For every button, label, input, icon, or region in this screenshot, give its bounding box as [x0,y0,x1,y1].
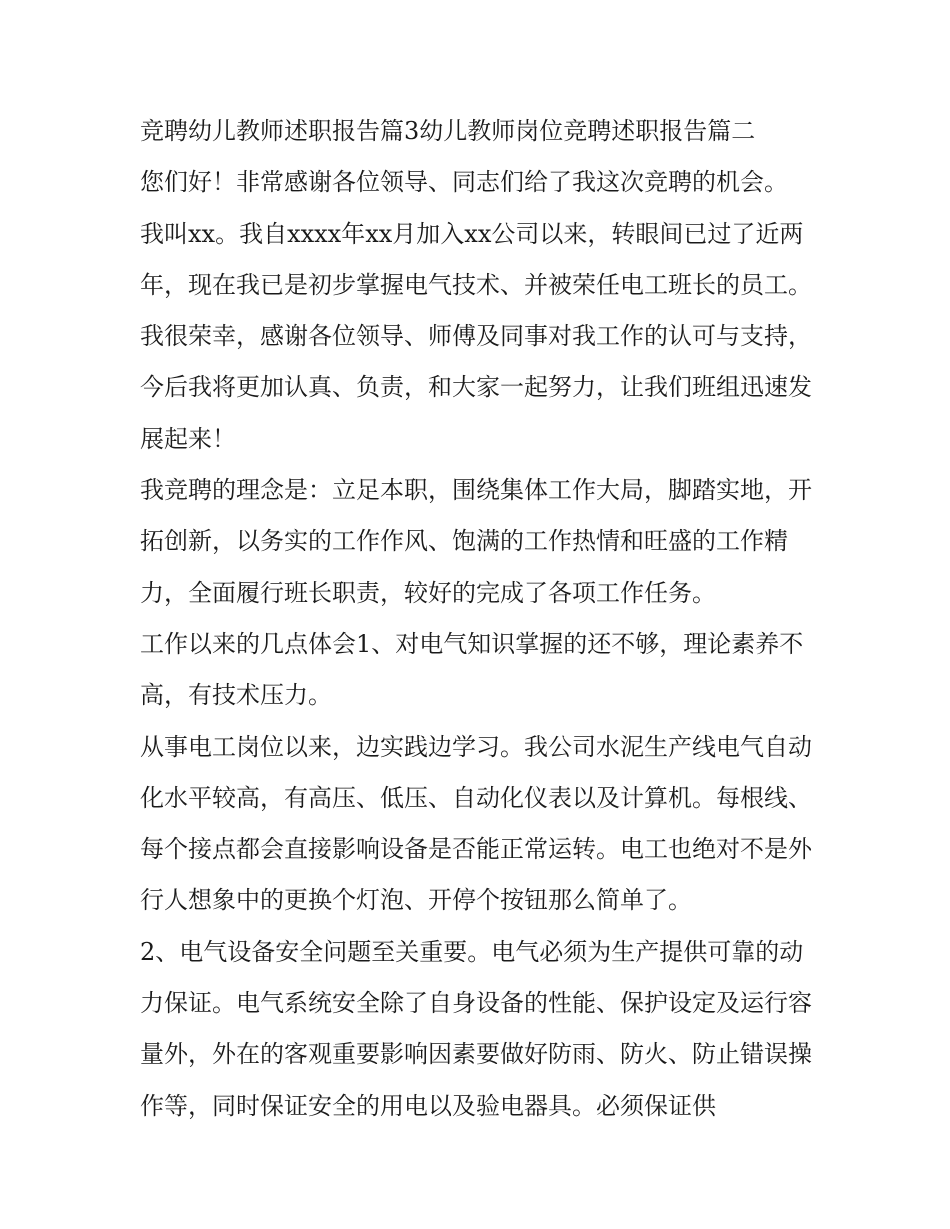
document-title: 竞聘幼儿教师述职报告篇3幼儿教师岗位竞聘述职报告篇二 [140,117,756,145]
paragraph-introduction: 我叫xx。我自xxxx年xx月加入xx公司以来，转眼间已过了近两年，现在我已是初步掌握电气技术、并被荣任电工班长的员工。我很荣幸，感谢各位领导、师傅及同事对我工作的认可与支持，今后我将更加认真、负责，和大家一起努力，让我们班组迅速发展起来！ [140,219,812,453]
paragraph-philosophy: 我竞聘的理念是：立足本职，围绕集体工作大局，脚踏实地，开拓创新，以务实的工作作风、饱满的工作热情和旺盛的工作精力，全面履行班长职责，较好的完成了各项工作任务。 [140,476,812,607]
document-body [140,106,820,1132]
paragraph-experience-1: 工作以来的几点体会1、对电气知识掌握的还不够，理论素养不高，有技术压力。 [140,629,804,710]
paragraph-experience-detail: 从事电工岗位以来，边实践边学习。我公司水泥生产线电气自动化水平较高，有高压、低压、自动化仪表以及计算机。每根线、每个接点都会直接影响设备是否能正常运转。电工也绝对不是外行人想象中的更换个灯泡、开停个按钮那么简单了。 [140,732,812,915]
paragraph-greeting: 您们好！非常感谢各位领导、同志们给了我这次竞聘的机会。 [140,168,788,197]
paragraph-experience-2: 2、电气设备安全问题至关重要。电气必须为生产提供可靠的动力保证。电气系统安全除了自身设备的性能、保护设定及运行容量外，外在的客观重要影响因素要做好防雨、防火、防止错误操作等，同时保证安全的用电以及验电器具。必须保证供 [140,937,812,1120]
